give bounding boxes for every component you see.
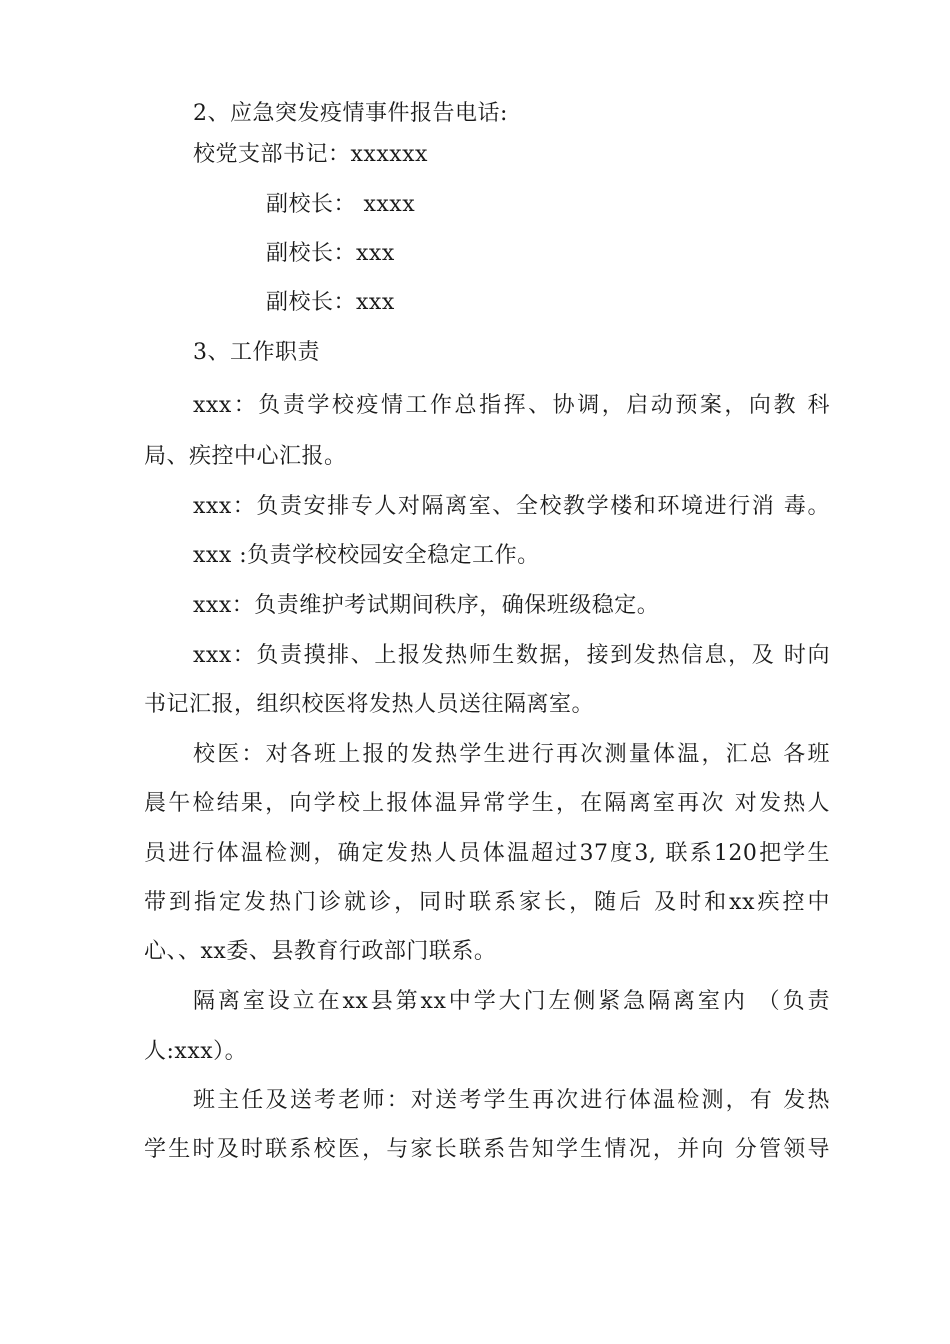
duty-paragraph-line: 学生时及时联系校医，与家长联系告知学生情况，并向 分管领导 [144, 1137, 830, 1162]
contact-vice-principal-2: 副校长：xxx [266, 241, 395, 266]
duty-paragraph-line: 晨午检结果，向学校上报体温异常学生，在隔离室再次 对发热人 [144, 791, 830, 816]
isolation-room-line: 隔离室设立在xx县第xx中学大门左侧紧急隔离室内 （负责 [193, 989, 830, 1014]
duty-paragraph-line: 带到指定发热门诊就诊，同时联系家长，随后 及时和xx疾控中 [144, 890, 830, 915]
duty-paragraph-line: xxx：负责安排专人对隔离室、全校教学楼和环境进行消 毒。 [193, 494, 830, 519]
contact-party-secretary: 校党支部书记：xxxxxx [193, 142, 428, 167]
duty-paragraph-line: 员进行体温检测，确定发热人员体温超过37度3, 联系120把学生 [144, 841, 830, 866]
contact-vice-principal-3: 副校长：xxx [266, 290, 395, 315]
duty-paragraph-line: 班主任及送考老师：对送考学生再次进行体温检测，有 发热 [193, 1088, 830, 1113]
isolation-room-line: 人:xxx）。 [144, 1039, 248, 1064]
duty-paragraph-line: xxx：负责维护考试期间秩序，确保班级稳定。 [193, 593, 660, 618]
section-heading-duties: 3、工作职责 [193, 340, 320, 365]
duty-paragraph-line: 校医：对各班上报的发热学生进行再次测量体温，汇总 各班 [193, 742, 830, 767]
duty-paragraph-line: 心、、xx委、县教育行政部门联系。 [144, 939, 497, 964]
duty-paragraph-line: xxx：负责摸排、上报发热师生数据，接到发热信息，及 时向 [193, 643, 830, 668]
section-heading-report-phone: 2、应急突发疫情事件报告电话: [193, 101, 508, 126]
duty-paragraph-line: xxx :负责学校校园安全稳定工作。 [193, 543, 540, 568]
duty-paragraph-line: 局、疾控中心汇报。 [144, 444, 347, 469]
contact-vice-principal-1: 副校长： xxxx [266, 192, 416, 217]
duty-paragraph-line: xxx：负责学校疫情工作总指挥、协调，启动预案，向教 科 [193, 393, 830, 418]
duty-paragraph-line: 书记汇报，组织校医将发热人员送往隔离室。 [144, 692, 595, 717]
